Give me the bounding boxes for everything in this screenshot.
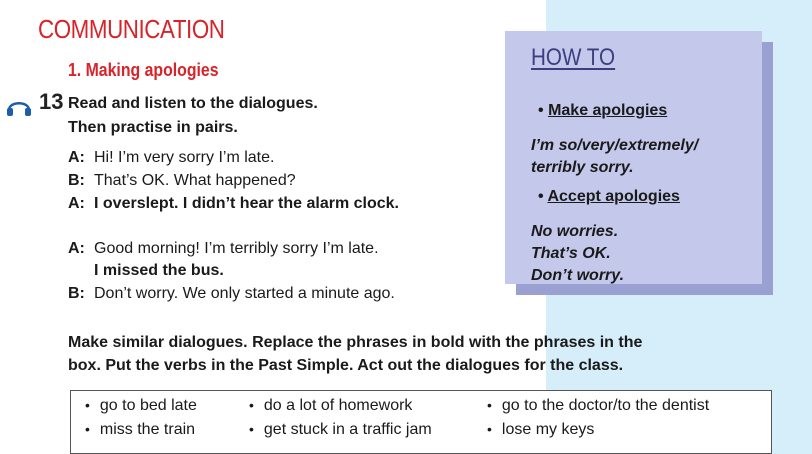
task-line: Make similar dialogues. Replace the phrases in bold with the phrases in the [68,334,643,351]
dialogue-line [68,195,399,213]
phrase-box [70,390,772,454]
bullet: • [538,188,544,205]
howto-example-line: No worries. [531,223,619,240]
dialogue-text-bold: I missed the bus. [94,262,224,279]
dialogue-line [68,240,379,258]
dialogue-text: Don’t worry. We only started a minute ago. [94,285,395,302]
section-title: COMMUNICATION [38,14,225,44]
dialogue-text-bold: I overslept. I didn’t hear the alarm clock. [94,195,399,212]
task-line: box. Put the verbs in the Past Simple. Act out the dialogues for the class. [68,357,624,374]
phrase-item: • do a lot of homework [249,397,413,414]
subsection-title: 1. Making apologies [68,60,219,80]
howto-accept-heading [538,188,680,206]
howto-accept-example [531,221,624,287]
bullet: • [487,421,492,437]
speaker-label: A: [68,240,85,257]
dialogue-text: Good morning! I’m terribly sorry I’m late. [94,240,379,257]
howto-example-line: I’m so/very/extremely/ [531,137,699,154]
phrase-item: • go to bed late [85,397,197,414]
dialogue-line [68,149,274,167]
howto-example-line: terribly sorry. [531,159,634,176]
speaker-label: B: [68,285,85,302]
phrase-item: • get stuck in a traffic jam [249,421,432,438]
bullet: • [538,102,544,119]
howto-example-line: That’s OK. [531,245,611,262]
dialogue-line [68,285,395,303]
speaker-label: A: [68,195,85,212]
exercise-instruction: Read and listen to the dialogues. [68,95,318,112]
bullet: • [249,421,254,437]
exercise-number: 13 [39,89,64,114]
speaker-label: A: [68,149,85,166]
phrase-item: • go to the doctor/to the dentist [487,397,710,414]
headphones-icon[interactable] [6,96,32,116]
howto-accept-label: Accept apologies [547,188,680,205]
bullet: • [487,397,492,413]
bullet: • [249,397,254,413]
phrase-item: • miss the train [85,421,196,438]
speaker-label: B: [68,172,85,189]
dialogue-text: That’s OK. What happened? [94,172,296,189]
exercise-instruction-continued: Then practise in pairs. [68,119,238,136]
dialogue-line [68,172,296,190]
dialogue-text: Hi! I’m very sorry I’m late. [94,149,275,166]
task-instruction [68,331,748,377]
bullet: • [85,397,90,413]
bullet: • [85,421,90,437]
howto-make-example [531,135,698,179]
howto-title: HOW TO [531,44,616,71]
howto-make-heading [538,102,667,120]
phrase-item: • lose my keys [487,421,595,438]
howto-make-label: Make apologies [548,102,668,119]
howto-example-line: Don’t worry. [531,267,625,284]
